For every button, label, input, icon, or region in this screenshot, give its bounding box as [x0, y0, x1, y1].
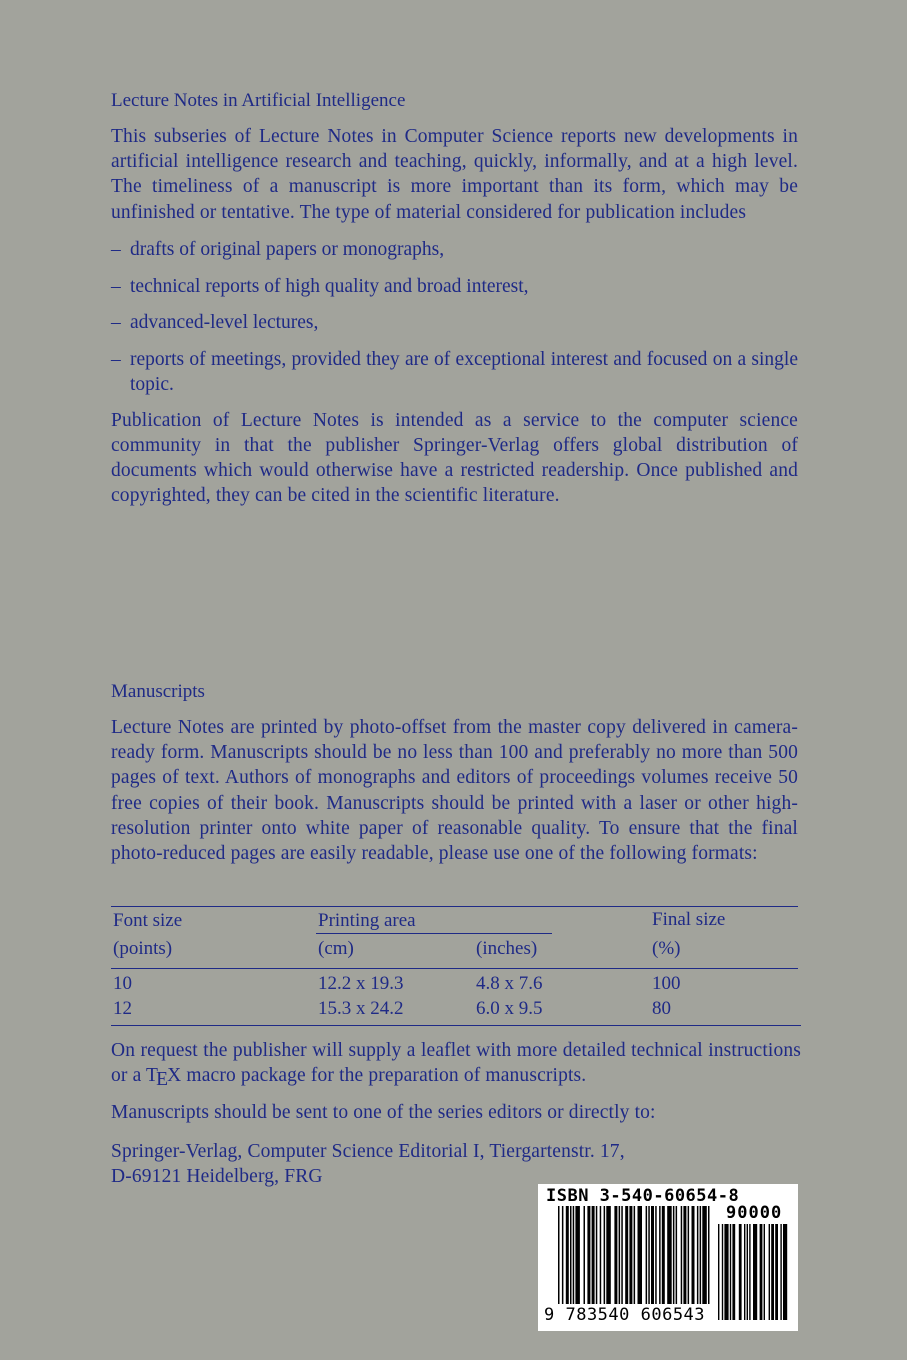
col-header-font-size: Font size: [113, 910, 183, 931]
barcode-bar: [683, 1206, 686, 1304]
list-item: – technical reports of high quality and broad interest,: [111, 275, 529, 297]
barcode-bar: [744, 1224, 745, 1320]
barcode-bar: [596, 1206, 598, 1304]
isbn-barcode: [538, 1184, 798, 1331]
address-line-2: D-69121 Heidelberg, FRG: [111, 1165, 323, 1187]
barcode-bar: [753, 1224, 757, 1320]
table-cell: 12: [113, 998, 132, 1019]
list-item: – reports of meetings, provided they are of exceptional interest and focused on a single topic.: [111, 348, 798, 396]
barcode-bar: [570, 1206, 572, 1304]
table-cell: 6.0 x 9.5: [476, 998, 543, 1019]
barcode-bar: [760, 1224, 763, 1320]
price-addon-label: 90000: [726, 1203, 783, 1223]
barcode-bar: [730, 1224, 731, 1320]
barcode-bar: [659, 1206, 661, 1304]
barcode-bar: [681, 1206, 683, 1304]
barcode-bar: [739, 1224, 742, 1320]
barcode-bar: [775, 1224, 778, 1320]
table-cell: 100: [652, 973, 681, 994]
series-heading: Lecture Notes in Artificial Intelligence: [111, 90, 406, 111]
table-header-rule: [111, 968, 798, 969]
printing-area-rule: [316, 933, 552, 934]
request-paragraph: On request the publisher will supply a leaflet with more detailed technical instructions or a TEX macro package for the preparation of manuscripts.: [111, 1040, 801, 1091]
barcode-bar: [676, 1206, 678, 1304]
col-subheader-inches: (inches): [476, 938, 538, 959]
tex-logo: TEX: [146, 1065, 182, 1091]
table-cell: 12.2 x 19.3: [318, 973, 404, 994]
barcode-bar: [575, 1206, 580, 1304]
barcode-bar: [584, 1206, 586, 1304]
barcode-bar: [783, 1224, 787, 1320]
barcode-bar: [573, 1206, 575, 1304]
barcode-bar: [606, 1206, 611, 1304]
manuscripts-body: Lecture Notes are printed by photo-offset from the master copy delivered in camera-ready form. Manuscripts should be no less than 100 and preferably no more than 500 pages of text. Authors of monographs and editors of proceedings volumes receive 50 free copies of their book. Manuscripts should be printed with a laser or other high-resolution printer onto white paper of reasonable quality. To ensure that the final photo-reduced pages are easily readable, please use one of the following formats:: [111, 717, 798, 865]
barcode-bar: [629, 1206, 632, 1304]
barcode-bar: [764, 1224, 765, 1320]
barcode-bar: [600, 1206, 602, 1304]
barcode-bar: [724, 1224, 728, 1320]
barcode-bar: [646, 1206, 648, 1304]
col-header-printing-area: Printing area: [318, 910, 416, 931]
barcode-bar: [592, 1206, 595, 1304]
barcode-bar: [700, 1206, 702, 1304]
barcode-bar: [688, 1206, 690, 1304]
barcode-bar: [638, 1206, 643, 1304]
table-cell: 4.8 x 7.6: [476, 973, 543, 994]
material-list: [111, 237, 798, 398]
barcode-bar: [697, 1206, 699, 1304]
send-to-line: Manuscripts should be sent to one of the series editors or directly to:: [111, 1102, 656, 1124]
barcode-bar: [722, 1224, 723, 1320]
barcode-bar: [558, 1206, 560, 1304]
col-header-final-size: Final size: [652, 909, 726, 930]
barcode-bar: [655, 1206, 657, 1304]
barcode-bar: [614, 1206, 617, 1304]
barcode-bar: [621, 1206, 623, 1304]
barcode-bar: [708, 1206, 710, 1304]
barcode-bar: [634, 1206, 636, 1304]
manuscripts-heading: Manuscripts: [111, 681, 205, 702]
barcode-bar: [780, 1224, 781, 1320]
barcode-bar: [651, 1206, 654, 1304]
barcode-bar: [747, 1224, 748, 1320]
series-intro: This subseries of Lecture Notes in Computer Science reports new developments in artificial intelligence research and teaching, quickly, informally, and at a high level. The timeliness of a manuscript is more important than its form, which may be unfinished or tentative. The type of material considered for publication includes: [111, 126, 798, 223]
barcode-bar: [667, 1206, 672, 1304]
barcode-bar: [673, 1206, 675, 1304]
manuscripts-section: [111, 679, 798, 866]
col-subheader-cm: (cm): [318, 938, 354, 959]
col-subheader-percent: (%): [652, 938, 681, 959]
barcode-bar: [771, 1224, 774, 1320]
barcode-bar: [749, 1224, 750, 1320]
table-cell: 10: [113, 973, 132, 994]
barcode-bar: [566, 1206, 569, 1304]
table-cell: 80: [652, 998, 671, 1019]
barcode-bar: [692, 1206, 695, 1304]
closing-section: [111, 1038, 801, 1189]
ean-digits: 9 783540 606543: [544, 1305, 706, 1325]
address-line-1: Springer-Verlag, Computer Science Editorial I, Tiergartenstr. 17,: [111, 1140, 625, 1162]
barcode-bar: [662, 1206, 665, 1304]
col-subheader-points: (points): [113, 938, 173, 959]
barcode-bar: [702, 1206, 707, 1304]
series-description: [111, 88, 798, 509]
barcode-bar: [587, 1206, 590, 1304]
barcode-bar: [732, 1224, 735, 1320]
table-cell: 15.3 x 24.2: [318, 998, 404, 1019]
isbn-label: ISBN 3-540-60654-8: [546, 1186, 740, 1206]
barcode-bar: [562, 1206, 564, 1304]
publication-paragraph: Publication of Lecture Notes is intended as a service to the computer science community in that the publisher Springer-Verlag offers global distribution of documents which would otherwise have a restricted readership. Once published and copyrighted, they can be cited in the scientific literature.: [111, 409, 798, 507]
list-item: – advanced-level lectures,: [111, 312, 319, 334]
barcode-bar: [619, 1206, 621, 1304]
barcode-bar: [648, 1206, 650, 1304]
barcode-bar: [718, 1224, 719, 1320]
table-bottom-rule: [111, 1025, 801, 1026]
barcode-bar: [604, 1206, 606, 1304]
barcode-bar: [769, 1224, 770, 1320]
list-item: – drafts of original papers or monographs,: [111, 238, 445, 260]
barcode-bar: [625, 1206, 628, 1304]
